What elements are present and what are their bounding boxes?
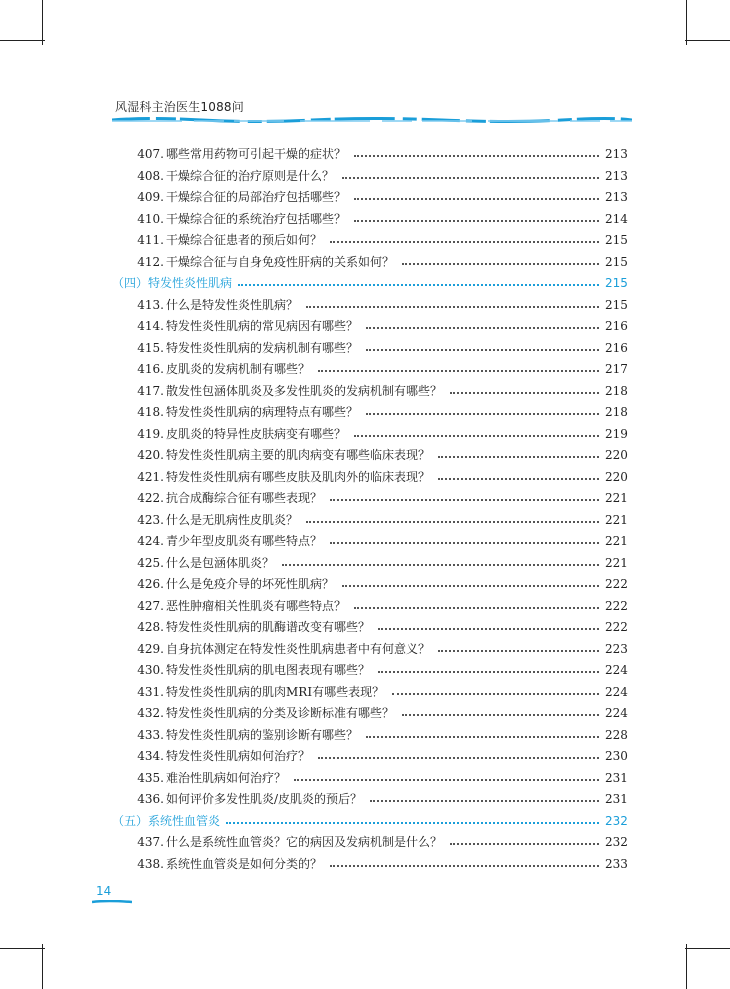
toc-entry-number: 424. <box>137 534 164 548</box>
toc-entry-title: 特发性炎性肌病有哪些皮肤及肌肉外的临床表现？ <box>166 469 431 484</box>
toc-entry[interactable] <box>112 316 627 338</box>
toc-page-number: 218 <box>605 383 628 398</box>
toc-entry-title: 系统性血管炎是如何分类的？ <box>166 856 323 871</box>
toc-page-number: 233 <box>605 856 628 871</box>
toc-entry-number: 411. <box>137 233 164 247</box>
toc-leader-dots <box>366 326 599 329</box>
toc-entry[interactable] <box>112 144 627 166</box>
toc-entry-number: 409. <box>137 190 164 204</box>
toc-entry[interactable] <box>112 639 627 661</box>
toc-leader-dots <box>294 778 599 781</box>
toc-page-number: 213 <box>605 168 628 183</box>
toc-entry[interactable] <box>112 574 627 596</box>
toc-page-number: 216 <box>605 319 628 333</box>
toc-entry-number: 416. <box>137 362 164 376</box>
toc-entry-number: 421. <box>137 469 164 484</box>
toc-page-number: 221 <box>605 555 628 570</box>
toc-section-heading[interactable] <box>112 811 627 833</box>
toc-page-number: 221 <box>605 512 628 527</box>
toc-entry[interactable] <box>112 553 627 575</box>
toc-entry-title: 特发性炎性肌病的鉴别诊断有哪些？ <box>166 727 359 742</box>
toc-leader-dots <box>318 756 599 759</box>
toc-page-number: 222 <box>605 620 628 634</box>
toc-entry-title: 哪些常用药物可引起干燥的症状？ <box>166 147 347 161</box>
toc-leader-dots <box>366 412 599 415</box>
toc-section-title: （四）特发性炎性肌病 <box>112 276 233 290</box>
toc-entry-number: 422. <box>137 491 164 505</box>
toc-page-number: 215 <box>605 233 628 247</box>
toc-leader-dots <box>354 154 599 157</box>
toc-entry-title: 特发性炎性肌病的发病机制有哪些？ <box>166 340 359 355</box>
toc-leader-dots <box>282 563 599 566</box>
toc-entry-title: 特发性炎性肌病的肌肉MRI有哪些表现？ <box>166 684 385 699</box>
toc-leader-dots <box>378 627 599 630</box>
toc-entry-title: 什么是无肌病性皮肌炎？ <box>166 512 299 527</box>
toc-entry-title: 干燥综合征的局部治疗包括哪些？ <box>166 190 347 204</box>
toc-leader-dots <box>402 713 599 716</box>
toc-leader-dots <box>370 799 599 802</box>
toc-leader-dots <box>354 197 599 200</box>
toc-entry-title: 什么是免疫介导的坏死性肌病？ <box>166 577 335 591</box>
toc-entry[interactable] <box>112 402 627 424</box>
toc-page-number: 230 <box>605 749 628 763</box>
toc-entry-number: 419. <box>137 426 164 441</box>
toc-leader-dots <box>450 842 599 845</box>
toc-leader-dots <box>306 520 599 523</box>
table-of-contents <box>112 144 627 875</box>
toc-page-number: 215 <box>605 297 628 312</box>
toc-entry-number: 408. <box>137 168 164 183</box>
toc-entry-number: 414. <box>137 319 164 333</box>
toc-leader-dots <box>438 649 599 652</box>
toc-leader-dots <box>366 735 599 738</box>
toc-page-number: 217 <box>605 362 628 376</box>
toc-entry-number: 415. <box>137 340 164 355</box>
toc-page-number: 222 <box>605 598 628 613</box>
toc-leader-dots <box>450 391 599 394</box>
toc-entry-title: 特发性炎性肌病的肌酶谱改变有哪些？ <box>166 620 371 634</box>
toc-entry[interactable] <box>112 209 627 231</box>
toc-entry[interactable] <box>112 617 627 639</box>
toc-entry-title: 特发性炎性肌病的常见病因有哪些？ <box>166 319 359 333</box>
toc-leader-dots <box>306 305 599 308</box>
toc-entry-title: 什么是系统性血管炎？它的病因及发病机制是什么？ <box>166 835 443 849</box>
toc-entry-number: 434. <box>137 749 164 763</box>
toc-leader-dots <box>354 606 599 609</box>
toc-entry-title: 特发性炎性肌病的肌电图表现有哪些？ <box>166 663 371 677</box>
toc-page-number: 232 <box>605 835 628 849</box>
toc-leader-dots <box>226 821 599 824</box>
toc-entry[interactable] <box>112 295 627 317</box>
toc-page-number: 213 <box>605 147 628 161</box>
toc-leader-dots <box>342 584 599 587</box>
toc-entry-number: 432. <box>137 706 164 720</box>
toc-page-number: 224 <box>605 663 628 677</box>
header-decorative-rule <box>112 117 632 123</box>
toc-entry-number: 418. <box>137 405 164 419</box>
toc-entry[interactable] <box>112 510 627 532</box>
toc-entry-number: 430. <box>137 663 164 677</box>
toc-page-number: 218 <box>605 405 628 419</box>
toc-entry[interactable] <box>112 832 627 854</box>
toc-leader-dots <box>438 455 599 458</box>
toc-entry-number: 438. <box>137 856 164 871</box>
page-number: 14 <box>96 884 112 898</box>
toc-entry[interactable] <box>112 854 627 876</box>
toc-entry-number: 436. <box>137 792 164 806</box>
toc-entry-title: 特发性炎性肌病的分类及诊断标准有哪些？ <box>166 706 395 720</box>
toc-entry[interactable] <box>112 359 627 381</box>
toc-entry[interactable] <box>112 252 627 274</box>
toc-section-title: （五）系统性血管炎 <box>112 813 221 828</box>
toc-entry[interactable] <box>112 424 627 446</box>
toc-entry-number: 433. <box>137 727 164 742</box>
toc-leader-dots <box>438 477 599 480</box>
toc-entry-title: 什么是特发性炎性肌病？ <box>166 297 299 312</box>
toc-entry-title: 皮肌炎的特异性皮肤病变有哪些？ <box>166 426 347 441</box>
toc-entry[interactable] <box>112 488 627 510</box>
toc-page-number: 216 <box>605 340 628 355</box>
toc-entry-title: 干燥综合征的系统治疗包括哪些？ <box>166 211 347 226</box>
toc-page-number: 222 <box>605 577 628 591</box>
toc-leader-dots <box>378 670 599 673</box>
toc-entry-number: 407. <box>137 147 164 161</box>
toc-leader-dots <box>238 283 599 286</box>
toc-section-heading[interactable] <box>112 273 627 295</box>
toc-entry-number: 423. <box>137 512 164 527</box>
toc-entry-number: 427. <box>137 598 164 613</box>
toc-entry-title: 特发性炎性肌病的病理特点有哪些？ <box>166 405 359 419</box>
toc-leader-dots <box>330 498 599 501</box>
toc-page-number: 231 <box>605 792 628 806</box>
toc-entry[interactable] <box>112 338 627 360</box>
toc-entry-title: 特发性炎性肌病主要的肌肉病变有哪些临床表现？ <box>166 448 431 462</box>
toc-leader-dots <box>366 348 599 351</box>
toc-entry-number: 426. <box>137 577 164 591</box>
toc-entry[interactable] <box>112 768 627 790</box>
toc-page-number: 221 <box>605 534 628 548</box>
toc-entry[interactable] <box>112 596 627 618</box>
toc-entry[interactable] <box>112 187 627 209</box>
toc-entry[interactable] <box>112 467 627 489</box>
toc-entry-number: 431. <box>137 684 164 699</box>
toc-entry[interactable] <box>112 725 627 747</box>
toc-entry-number: 429. <box>137 641 164 656</box>
toc-entry-title: 青少年型皮肌炎有哪些特点？ <box>166 534 323 548</box>
toc-page-number: 221 <box>605 491 628 505</box>
toc-leader-dots <box>330 240 599 243</box>
toc-entry-title: 自身抗体测定在特发性炎性肌病患者中有何意义？ <box>166 641 431 656</box>
toc-entry-number: 417. <box>137 383 164 398</box>
toc-entry-number: 435. <box>137 770 164 785</box>
toc-page-number: 213 <box>605 190 628 204</box>
toc-entry[interactable] <box>112 703 627 725</box>
toc-entry-number: 428. <box>137 620 164 634</box>
toc-leader-dots <box>342 176 599 179</box>
footer-decorative-rule <box>92 900 132 904</box>
toc-entry-title: 难治性肌病如何治疗？ <box>166 770 287 785</box>
toc-entry[interactable] <box>112 531 627 553</box>
toc-entry[interactable] <box>112 445 627 467</box>
toc-leader-dots <box>402 262 599 265</box>
toc-entry[interactable] <box>112 230 627 252</box>
toc-entry-title: 什么是包涵体肌炎？ <box>166 555 275 570</box>
toc-entry[interactable] <box>112 746 627 768</box>
toc-entry-title: 特发性炎性肌病如何治疗？ <box>166 749 311 763</box>
toc-entry-title: 皮肌炎的发病机制有哪些？ <box>166 362 311 376</box>
toc-page-number: 220 <box>605 469 628 484</box>
toc-page-number: 228 <box>605 727 628 742</box>
toc-entry-number: 437. <box>137 835 164 849</box>
toc-page-number: 220 <box>605 448 628 462</box>
toc-entry[interactable] <box>112 381 627 403</box>
toc-entry-number: 413. <box>137 297 164 312</box>
toc-entry-number: 412. <box>137 254 164 269</box>
toc-entry[interactable] <box>112 789 627 811</box>
toc-leader-dots <box>354 434 599 437</box>
toc-leader-dots <box>392 692 599 695</box>
toc-entry-title: 如何评价多发性肌炎/皮肌炎的预后？ <box>166 792 363 806</box>
toc-page-number: 214 <box>605 211 628 226</box>
toc-entry-number: 425. <box>137 555 164 570</box>
toc-page-number: 223 <box>605 641 628 656</box>
toc-page-number: 224 <box>605 706 628 720</box>
toc-entry-title: 干燥综合征患者的预后如何？ <box>166 233 323 247</box>
toc-entry[interactable] <box>112 166 627 188</box>
toc-entry-number: 420. <box>137 448 164 462</box>
toc-entry-title: 恶性肿瘤相关性肌炎有哪些特点？ <box>166 598 347 613</box>
toc-entry-number: 410. <box>137 211 164 226</box>
toc-page-number: 215 <box>605 276 628 290</box>
toc-page-number: 231 <box>605 770 628 785</box>
toc-entry-title: 散发性包涵体肌炎及多发性肌炎的发病机制有哪些？ <box>166 383 443 398</box>
toc-leader-dots <box>330 864 599 867</box>
toc-entry-title: 干燥综合征与自身免疫性肝病的关系如何？ <box>166 254 395 269</box>
toc-entry[interactable] <box>112 660 627 682</box>
toc-leader-dots <box>330 541 599 544</box>
toc-leader-dots <box>318 369 599 372</box>
toc-entry-title: 干燥综合征的治疗原则是什么？ <box>166 168 335 183</box>
toc-page-number: 232 <box>605 813 628 828</box>
toc-leader-dots <box>354 219 599 222</box>
running-header-title: 风湿科主治医生1088问 <box>115 100 244 114</box>
toc-page-number: 224 <box>605 684 628 699</box>
toc-page-number: 219 <box>605 426 628 441</box>
toc-page-number: 215 <box>605 254 628 269</box>
toc-entry[interactable] <box>112 682 627 704</box>
toc-entry-title: 抗合成酶综合征有哪些表现？ <box>166 491 323 505</box>
